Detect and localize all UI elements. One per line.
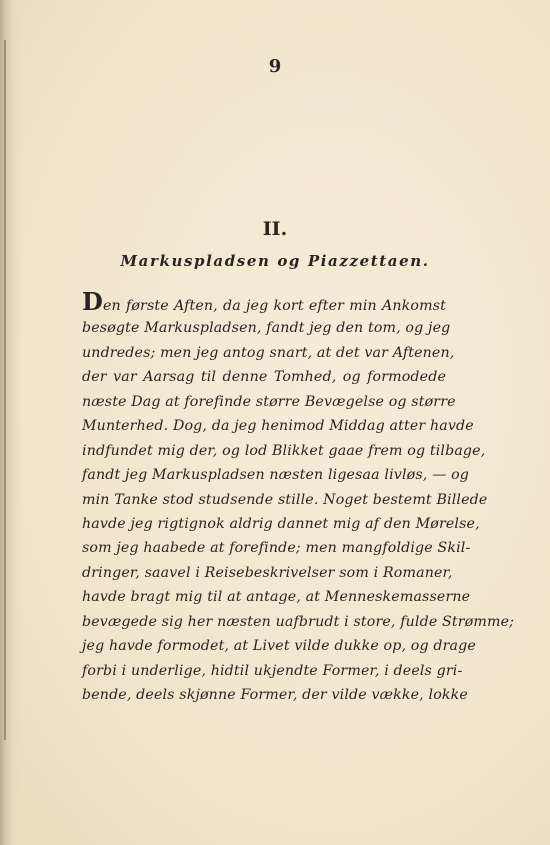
text-line: Munterhed. Dog, da jeg henimod Middag atter havde	[82, 418, 474, 435]
text-line: fandt jeg Markuspladsen næsten ligesaa livløs, — og	[82, 467, 469, 484]
chapter-title: Markuspladsen og Piazzettaen.	[120, 252, 430, 270]
text-line: næste Dag at forefinde større Bevægelse og større	[82, 393, 456, 410]
text-line: Den første Aften, da jeg kort efter min Ankomst	[82, 287, 446, 316]
page-number: 9	[268, 56, 282, 77]
text-line: bende, deels skjønne Former, der vilde vække, lokke	[82, 687, 468, 703]
text-line: bevægede sig her næsten uafbrudt i store, fulde Strømme;	[82, 613, 515, 630]
text-line: havde jeg rigtignok aldrig dannet mig af den Mørelse,	[82, 515, 480, 532]
text-line: som jeg haabede at forefinde; men mangfoldige Skil-	[82, 540, 471, 557]
text-line: besøgte Markuspladsen, fandt jeg den tom, og jeg	[82, 320, 451, 337]
drop-cap: D	[82, 287, 103, 316]
body-text	[82, 287, 515, 707]
chapter-number: II.	[262, 218, 288, 240]
text-line: havde bragt mig til at antage, at Menneskemasserne	[82, 589, 471, 606]
text-line: forbi i underlige, hidtil ukjendte Former, i deels gri-	[82, 662, 463, 679]
text-line: der var Aarsag til denne Tomhed, og formodede	[82, 369, 446, 386]
text-line: min Tanke stod studsende stille. Noget bestemt Billede	[82, 491, 488, 508]
text-line: indfundet mig der, og lod Blikket gaae frem og tilbage,	[82, 442, 486, 459]
text-line: jeg havde formodet, at Livet vilde dukke op, og drage	[82, 638, 476, 655]
text-line: dringer, saavel i Reisebeskrivelser som i Romaner,	[82, 564, 453, 581]
text-line: undredes; men jeg antog snart, at det var Aftenen,	[82, 344, 455, 361]
binding-edge	[4, 40, 6, 740]
